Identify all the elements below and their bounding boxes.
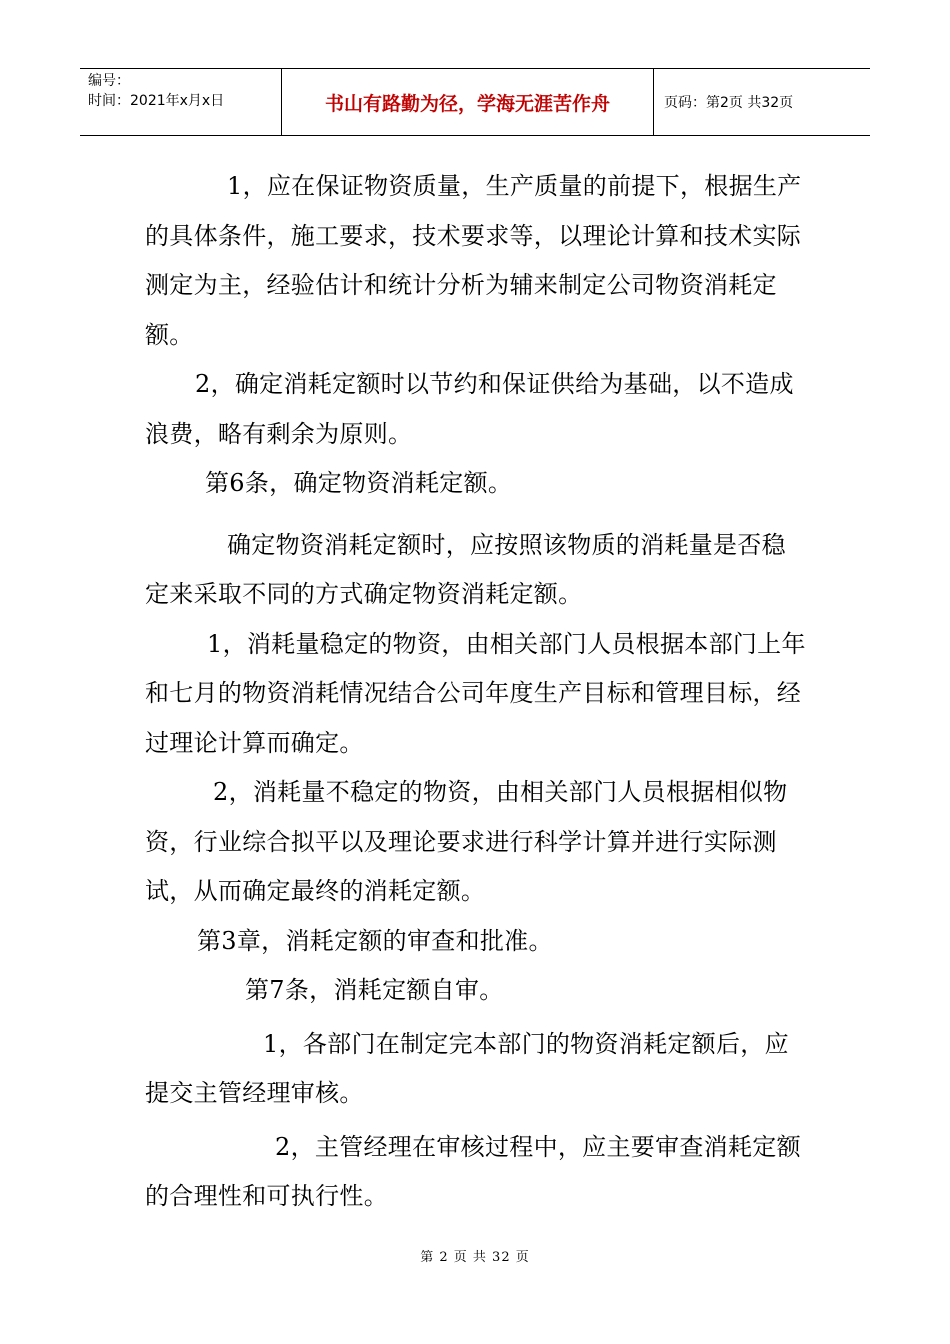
section-heading: 第7条，消耗定额自审。 [245,976,504,1004]
header-page-info: 页码：第2页 共32页 [664,95,794,111]
chapter-heading: 第3章，消耗定额的审查和批准。 [197,926,553,955]
paragraph: 1，应在保证物资质量，生产质量的前提下，根据生产的具体条件，施工要求，技术要求等，以理论计算和技术实际测定为主，经验估计和统计分析为辅来制定公司物资消耗定额。 [145,172,802,349]
paragraph: 1，消耗量稳定的物资，由相关部门人员根据本部门上年和七月的物资消耗情况结合公司年度生产目标和管理目标，经过理论计算而确定。 [145,629,806,757]
section-heading: 第6条，确定物资消耗定额。 [205,469,513,497]
paragraph: 1，各部门在制定完本部门的物资消耗定额后，应提交主管经理审核。 [145,1029,789,1107]
document-number-label: 编号： [88,73,130,89]
header-motto: 书山有路勤为径，学海无涯苦作舟 [282,69,654,135]
page-header [80,68,870,136]
paragraph: 2，消耗量不稳定的物资，由相关部门人员根据相似物资，行业综合拟平以及理论要求进行科学计算并进行实际测试，从而确定最终的消耗定额。 [145,778,788,905]
document-time-label: 时间：2021年x月x日 [88,93,225,109]
paragraph: 确定物资消耗定额时，应按照该物质的消耗量是否稳定来采取不同的方式确定物资消耗定额。 [145,530,786,608]
page-footer: 第 2 页 共 32 页 [420,1250,530,1265]
header-meta-cell [80,69,282,135]
document-body [145,162,810,1222]
paragraph: 2，确定消耗定额时以节约和保证供给为基础，以不造成浪费，略有剩余为原则。 [145,370,794,448]
paragraph: 2，主管经理在审核过程中，应主要审查消耗定额的合理性和可执行性。 [145,1132,801,1210]
